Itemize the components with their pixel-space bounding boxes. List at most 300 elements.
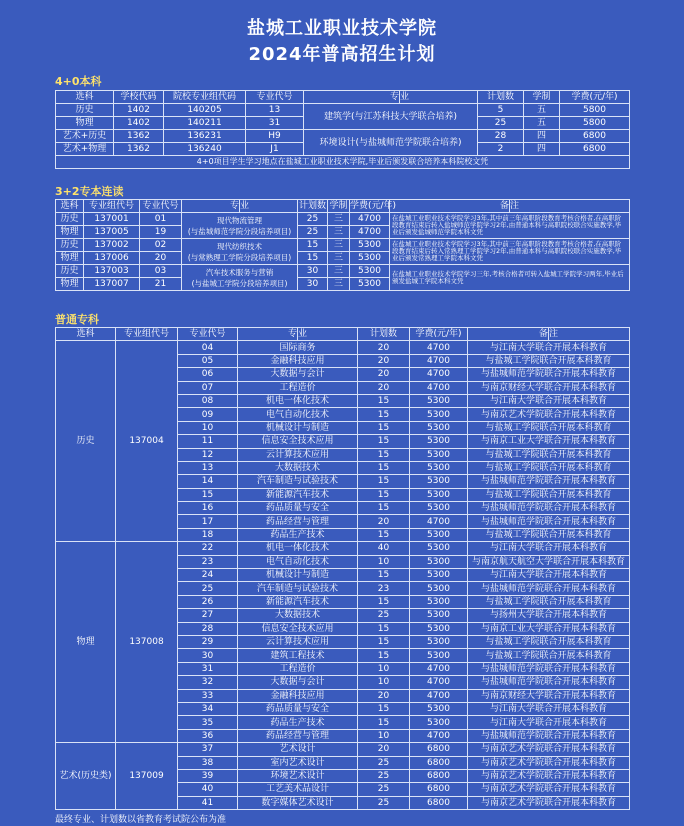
cell-code: 29 bbox=[178, 635, 238, 648]
cell-school: 1402 bbox=[114, 117, 164, 130]
cell-note: 与南京艺术学院联合开展本科教育 bbox=[468, 756, 630, 769]
cell-plan: 25 bbox=[478, 117, 524, 130]
cell-code: 32 bbox=[178, 676, 238, 689]
cell-note: 与盐城工学院联合开展本科教育 bbox=[468, 635, 630, 648]
cell-note: 与南京艺术学院联合开展本科教育 bbox=[468, 408, 630, 421]
cell-code: 07 bbox=[178, 381, 238, 394]
header-cell: 专业组代号 bbox=[116, 328, 178, 341]
cell-major: 机械设计与制造 bbox=[238, 569, 358, 582]
table-header bbox=[56, 91, 630, 104]
cell-note: 与江南大学联合开展本科教育 bbox=[468, 569, 630, 582]
table-row bbox=[56, 542, 630, 555]
cell-major: 汽车制造与试验技术 bbox=[238, 475, 358, 488]
cell-code: 10 bbox=[178, 421, 238, 434]
cell-fee: 5300 bbox=[410, 408, 468, 421]
cell-plan: 25 bbox=[298, 213, 328, 226]
cell-years: 三 bbox=[328, 213, 350, 226]
header-cell: 专 bbox=[304, 91, 400, 104]
cell-major: 室内艺术设计 bbox=[238, 756, 358, 769]
cell-subject: 艺术+历史 bbox=[56, 130, 114, 143]
cell-major: 机电一体化技术 bbox=[238, 394, 358, 407]
cell-note: 与盐城工学院联合开展本科教育 bbox=[468, 595, 630, 608]
cell-code: 30 bbox=[178, 649, 238, 662]
header-cell: 计划数 bbox=[478, 91, 524, 104]
cell-note: 与南京财经大学联合开展本科教育 bbox=[468, 381, 630, 394]
table-row bbox=[56, 104, 630, 117]
cell-code: 20 bbox=[140, 252, 182, 265]
section-heading-4plus0: 4+0本科 bbox=[55, 75, 102, 88]
cell-code: 21 bbox=[140, 278, 182, 291]
cell-code: 18 bbox=[178, 528, 238, 541]
cell-fee: 5300 bbox=[410, 635, 468, 648]
cell-note: 与江南大学联合开展本科教育 bbox=[468, 702, 630, 715]
major-name: 现代纺织技术 bbox=[217, 241, 262, 251]
cell-code: 04 bbox=[178, 341, 238, 354]
cell-plan: 15 bbox=[358, 408, 410, 421]
header-cell: 选科 bbox=[56, 200, 84, 213]
cell-code: 31 bbox=[178, 662, 238, 675]
cell-fee: 5300 bbox=[410, 448, 468, 461]
major-name: 现代物流管理 bbox=[217, 215, 262, 225]
cell-fee: 6800 bbox=[410, 796, 468, 809]
cell-plan: 5 bbox=[478, 104, 524, 117]
cell-major: 电气自动化技术 bbox=[238, 555, 358, 568]
cell-subject: 物理 bbox=[56, 117, 114, 130]
cell-group: 140211 bbox=[164, 117, 246, 130]
cell-plan: 25 bbox=[358, 769, 410, 782]
cell-group: 137003 bbox=[84, 265, 140, 278]
cell-code: 23 bbox=[178, 555, 238, 568]
cell-note: 与扬州大学联合开展本科教育 bbox=[468, 609, 630, 622]
cell-major: 云计算技术应用 bbox=[238, 448, 358, 461]
cell-code: 39 bbox=[178, 769, 238, 782]
cell-plan: 20 bbox=[358, 354, 410, 367]
cell-code: 26 bbox=[178, 595, 238, 608]
table-row bbox=[56, 743, 630, 756]
cell-group: 137001 bbox=[84, 213, 140, 226]
cell-plan: 15 bbox=[358, 569, 410, 582]
cell-plan: 23 bbox=[358, 582, 410, 595]
cell-note: 与南京财经大学联合开展本科教育 bbox=[468, 689, 630, 702]
cell-fee: 5300 bbox=[410, 421, 468, 434]
cell-plan: 10 bbox=[358, 662, 410, 675]
cell-group: 137008 bbox=[116, 542, 178, 743]
table-row bbox=[56, 130, 630, 143]
cell-note: 与盐城工学院联合开展本科教育 bbox=[468, 354, 630, 367]
header-cell: 专 bbox=[182, 200, 240, 213]
cell-fee: 5800 bbox=[560, 117, 630, 130]
cell-major bbox=[182, 265, 298, 291]
cell-note: 与盐城师范学院联合开展本科教育 bbox=[468, 368, 630, 381]
cell-plan: 15 bbox=[358, 528, 410, 541]
cell-plan: 20 bbox=[358, 689, 410, 702]
cell-school: 1362 bbox=[114, 143, 164, 156]
cell-major: 大数据技术 bbox=[238, 609, 358, 622]
table-header bbox=[56, 328, 630, 341]
cell-plan: 20 bbox=[358, 368, 410, 381]
cell-major: 药品生产技术 bbox=[238, 716, 358, 729]
header-cell: 业 bbox=[400, 91, 478, 104]
cell-plan: 28 bbox=[478, 130, 524, 143]
cell-fee: 5300 bbox=[350, 239, 390, 252]
cell-plan: 25 bbox=[358, 796, 410, 809]
cell-fee: 4700 bbox=[410, 729, 468, 742]
cell-remark: 在盐城工业职业技术学院学习3年,其中前三年高职阶段教育考核合格者,在高职阶段教育结束后转入常熟理工学院学习2年,由普通本科与高职院校联合实施教学,毕业后颁发常熟理工学院本科文凭 bbox=[390, 239, 630, 265]
cell-group: 137009 bbox=[116, 743, 178, 810]
cell-code: 19 bbox=[140, 226, 182, 239]
cell-subject: 艺术(历史类) bbox=[56, 743, 116, 810]
cell-fee: 5300 bbox=[410, 649, 468, 662]
cell-fee: 6800 bbox=[410, 783, 468, 796]
cell-note: 与南京艺术学院联合开展本科教育 bbox=[468, 769, 630, 782]
cell-fee: 5300 bbox=[350, 252, 390, 265]
cell-plan: 15 bbox=[358, 595, 410, 608]
cell-code: 33 bbox=[178, 689, 238, 702]
cell-plan: 15 bbox=[358, 502, 410, 515]
cell-plan: 15 bbox=[358, 488, 410, 501]
cell-fee: 4700 bbox=[410, 676, 468, 689]
cell-fee: 5300 bbox=[410, 488, 468, 501]
header-cell: 备 bbox=[468, 328, 549, 341]
cell-fee: 5300 bbox=[410, 475, 468, 488]
table-vocational bbox=[55, 327, 630, 810]
cell-code: 13 bbox=[178, 461, 238, 474]
cell-plan: 15 bbox=[358, 622, 410, 635]
cell-years: 五 bbox=[524, 104, 560, 117]
cell-major: 金融科技应用 bbox=[238, 689, 358, 702]
cell-fee: 5300 bbox=[410, 622, 468, 635]
cell-code: 11 bbox=[178, 435, 238, 448]
cell-fee: 6800 bbox=[410, 756, 468, 769]
table-row bbox=[56, 341, 630, 354]
cell-code: 06 bbox=[178, 368, 238, 381]
cell-plan: 20 bbox=[358, 381, 410, 394]
cell-years: 三 bbox=[328, 278, 350, 291]
major-sub: (与盐城工学院分段培养项目) bbox=[191, 278, 288, 288]
page-title: 盐城工业职业技术学院 bbox=[247, 18, 437, 39]
cell-major: 数字媒体艺术设计 bbox=[238, 796, 358, 809]
cell-group: 136231 bbox=[164, 130, 246, 143]
header-cell: 专 bbox=[238, 328, 298, 341]
cell-subject: 物理 bbox=[56, 226, 84, 239]
cell-plan: 10 bbox=[358, 676, 410, 689]
cell-fee: 5300 bbox=[410, 435, 468, 448]
cell-plan: 2 bbox=[478, 143, 524, 156]
cell-subject: 历史 bbox=[56, 265, 84, 278]
cell-group: 137007 bbox=[84, 278, 140, 291]
header-cell: 计划数 bbox=[358, 328, 410, 341]
cell-code: 15 bbox=[178, 488, 238, 501]
header-cell: 选科 bbox=[56, 328, 116, 341]
cell-plan: 40 bbox=[358, 542, 410, 555]
cell-years: 三 bbox=[328, 265, 350, 278]
cell-fee: 6800 bbox=[560, 143, 630, 156]
cell-major: 大数据与会计 bbox=[238, 676, 358, 689]
page-subtitle: 2024年普高招生计划 bbox=[248, 44, 436, 65]
table-4plus0 bbox=[55, 90, 630, 169]
cell-fee: 5300 bbox=[410, 609, 468, 622]
cell-major: 电气自动化技术 bbox=[238, 408, 358, 421]
cell-subject: 物理 bbox=[56, 278, 84, 291]
cell-plan: 25 bbox=[298, 226, 328, 239]
header-cell: 专业代号 bbox=[246, 91, 304, 104]
cell-major: 工艺美术品设计 bbox=[238, 783, 358, 796]
cell-code: 03 bbox=[140, 265, 182, 278]
cell-subject: 艺术+物理 bbox=[56, 143, 114, 156]
cell-code: 08 bbox=[178, 394, 238, 407]
cell-years: 四 bbox=[524, 143, 560, 156]
cell-plan: 25 bbox=[358, 783, 410, 796]
header-cell: 业 bbox=[298, 328, 358, 341]
cell-major: 药品生产技术 bbox=[238, 528, 358, 541]
cell-note: 与江南大学联合开展本科教育 bbox=[468, 716, 630, 729]
cell-major: 新能源汽车技术 bbox=[238, 488, 358, 501]
section-heading-vocational: 普通专科 bbox=[55, 313, 99, 326]
cell-years: 三 bbox=[328, 239, 350, 252]
cell-plan: 15 bbox=[358, 448, 410, 461]
cell-fee: 4700 bbox=[410, 341, 468, 354]
cell-group: 137005 bbox=[84, 226, 140, 239]
cell-major: 工程造价 bbox=[238, 381, 358, 394]
cell-note: 与盐城师范学院联合开展本科教育 bbox=[468, 515, 630, 528]
table-row bbox=[56, 265, 630, 278]
cell-remark: 在盐城工业职业技术学院学习3年,其中前三年高职阶段教育考核合格者,在高职阶段教育结束后转入盐城师范学院学习2年,由普通本科与高职院校联合实施教学,毕业后颁发盐城师范学院本科文凭 bbox=[390, 213, 630, 239]
section-heading-3plus2: 3+2专本连读 bbox=[55, 185, 124, 198]
cell-major: 药品质量与安全 bbox=[238, 702, 358, 715]
cell-fee: 5300 bbox=[350, 265, 390, 278]
cell-plan: 15 bbox=[358, 716, 410, 729]
cell-code: 01 bbox=[140, 213, 182, 226]
cell-note: 与南京航天航空大学联合开展本科教育 bbox=[468, 555, 630, 568]
cell-fee: 5300 bbox=[410, 555, 468, 568]
header-cell: 学费(元/年) bbox=[410, 328, 468, 341]
cell-fee: 5800 bbox=[560, 104, 630, 117]
cell-fee: 5300 bbox=[350, 278, 390, 291]
table-row bbox=[56, 213, 630, 226]
header-cell: 注 bbox=[510, 200, 630, 213]
cell-note: 与盐城工学院联合开展本科教育 bbox=[468, 488, 630, 501]
cell-code: 34 bbox=[178, 702, 238, 715]
cell-note: 与盐城师范学院联合开展本科教育 bbox=[468, 729, 630, 742]
cell-code: 27 bbox=[178, 609, 238, 622]
cell-code: 28 bbox=[178, 622, 238, 635]
cell-major: 建筑工程技术 bbox=[238, 649, 358, 662]
cell-code: 02 bbox=[140, 239, 182, 252]
cell-major: 信息安全技术应用 bbox=[238, 435, 358, 448]
cell-school: 1362 bbox=[114, 130, 164, 143]
cell-subject: 物理 bbox=[56, 542, 116, 743]
cell-major: 艺术设计 bbox=[238, 743, 358, 756]
cell-major: 大数据与会计 bbox=[238, 368, 358, 381]
cell-major bbox=[182, 239, 298, 265]
cell-fee: 6800 bbox=[560, 130, 630, 143]
cell-group: 137004 bbox=[116, 341, 178, 542]
cell-years: 五 bbox=[524, 117, 560, 130]
cell-years: 四 bbox=[524, 130, 560, 143]
cell-group: 140205 bbox=[164, 104, 246, 117]
cell-major: 环境设计(与盐城师范学院联合培养) bbox=[304, 130, 478, 156]
cell-note: 与江南大学联合开展本科教育 bbox=[468, 341, 630, 354]
cell-code: 16 bbox=[178, 502, 238, 515]
cell-plan: 20 bbox=[358, 743, 410, 756]
cell-note: 与南京艺术学院联合开展本科教育 bbox=[468, 743, 630, 756]
cell-major: 汽车制造与试验技术 bbox=[238, 582, 358, 595]
cell-code: 09 bbox=[178, 408, 238, 421]
cell-code: 31 bbox=[246, 117, 304, 130]
cell-major: 药品经营与管理 bbox=[238, 729, 358, 742]
header-cell: 业 bbox=[240, 200, 298, 213]
header-cell: 学校代码 bbox=[114, 91, 164, 104]
cell-fee: 5300 bbox=[410, 461, 468, 474]
cell-code: 24 bbox=[178, 569, 238, 582]
cell-note: 与盐城师范学院联合开展本科教育 bbox=[468, 662, 630, 675]
table-3plus2 bbox=[55, 199, 630, 291]
table-note-row bbox=[56, 156, 630, 169]
cell-major: 工程造价 bbox=[238, 662, 358, 675]
cell-note: 与南京工业大学联合开展本科教育 bbox=[468, 435, 630, 448]
cell-plan: 15 bbox=[358, 635, 410, 648]
header-cell: 院校专业组代码 bbox=[164, 91, 246, 104]
cell-plan: 15 bbox=[358, 435, 410, 448]
cell-code: 12 bbox=[178, 448, 238, 461]
cell-fee: 5300 bbox=[410, 502, 468, 515]
cell-plan: 30 bbox=[298, 265, 328, 278]
cell-fee: 4700 bbox=[410, 368, 468, 381]
cell-group: 137006 bbox=[84, 252, 140, 265]
table-header bbox=[56, 200, 630, 213]
cell-major: 药品经营与管理 bbox=[238, 515, 358, 528]
cell-plan: 30 bbox=[298, 278, 328, 291]
cell-group: 137002 bbox=[84, 239, 140, 252]
cell-fee: 5300 bbox=[410, 702, 468, 715]
cell-major: 国际商务 bbox=[238, 341, 358, 354]
cell-code: 40 bbox=[178, 783, 238, 796]
cell-plan: 25 bbox=[358, 609, 410, 622]
cell-years: 三 bbox=[328, 226, 350, 239]
cell-plan: 15 bbox=[298, 252, 328, 265]
cell-fee: 6800 bbox=[410, 743, 468, 756]
cell-fee: 4700 bbox=[350, 213, 390, 226]
cell-code: H9 bbox=[246, 130, 304, 143]
cell-fee: 4700 bbox=[410, 354, 468, 367]
cell-major: 大数据技术 bbox=[238, 461, 358, 474]
cell-code: 35 bbox=[178, 716, 238, 729]
cell-note: 与盐城师范学院联合开展本科教育 bbox=[468, 582, 630, 595]
cell-major bbox=[182, 213, 298, 239]
cell-fee: 4700 bbox=[410, 381, 468, 394]
header-cell: 学费(元/年) bbox=[350, 201, 397, 211]
header-cell: 专业代号 bbox=[178, 328, 238, 341]
cell-major: 机电一体化技术 bbox=[238, 542, 358, 555]
cell-code: 14 bbox=[178, 475, 238, 488]
cell-plan: 15 bbox=[358, 702, 410, 715]
cell-note: 与盐城师范学院联合开展本科教育 bbox=[468, 475, 630, 488]
cell-note: 与盐城工学院联合开展本科教育 bbox=[468, 649, 630, 662]
cell-plan: 15 bbox=[358, 394, 410, 407]
cell-note: 与江南大学联合开展本科教育 bbox=[468, 394, 630, 407]
cell-major: 药品质量与安全 bbox=[238, 502, 358, 515]
cell-code: J1 bbox=[246, 143, 304, 156]
cell-code: 38 bbox=[178, 756, 238, 769]
cell-major: 环境艺术设计 bbox=[238, 769, 358, 782]
cell-subject: 历史 bbox=[56, 104, 114, 117]
cell-note: 与盐城师范学院联合开展本科教育 bbox=[468, 676, 630, 689]
header-cell: 备 bbox=[390, 200, 510, 213]
cell-subject: 历史 bbox=[56, 213, 84, 226]
cell-fee: 5300 bbox=[410, 394, 468, 407]
header-cell: 学费(元/年) bbox=[560, 91, 630, 104]
cell-plan: 15 bbox=[358, 475, 410, 488]
cell-major: 建筑学(与江苏科技大学联合培养) bbox=[304, 104, 478, 130]
cell-note: 与盐城工学院联合开展本科教育 bbox=[468, 448, 630, 461]
cell-subject: 物理 bbox=[56, 252, 84, 265]
cell-fee: 5300 bbox=[410, 569, 468, 582]
cell-code: 37 bbox=[178, 743, 238, 756]
cell-note: 与南京工业大学联合开展本科教育 bbox=[468, 622, 630, 635]
major-sub: (与盐城师范学院分段培养项目) bbox=[187, 226, 292, 236]
header-cell: 选科 bbox=[56, 91, 114, 104]
header-cell: 学制 bbox=[329, 201, 348, 211]
note-4plus0: 4+0项目学生学习地点在盐城工业职业技术学院,毕业后颁发联合培养本科院校文凭 bbox=[56, 156, 630, 169]
cell-code: 41 bbox=[178, 796, 238, 809]
cell-plan: 15 bbox=[358, 421, 410, 434]
major-name: 汽车技术服务与营销 bbox=[205, 267, 274, 277]
header-cell: 学制 bbox=[524, 91, 560, 104]
cell-major: 云计算技术应用 bbox=[238, 635, 358, 648]
cell-fee: 6800 bbox=[410, 769, 468, 782]
header-cell: 计划数 bbox=[298, 201, 326, 211]
cell-plan: 15 bbox=[358, 649, 410, 662]
table-body bbox=[56, 341, 630, 810]
cell-fee: 5300 bbox=[410, 582, 468, 595]
header-cell: 注 bbox=[549, 328, 630, 341]
cell-group: 136240 bbox=[164, 143, 246, 156]
cell-note: 与盐城工学院联合开展本科教育 bbox=[468, 528, 630, 541]
cell-plan: 10 bbox=[358, 555, 410, 568]
header-cell: 专业代号 bbox=[140, 200, 182, 213]
cell-plan: 10 bbox=[358, 729, 410, 742]
table-row bbox=[56, 239, 630, 252]
cell-fee: 5300 bbox=[410, 542, 468, 555]
cell-fee: 4700 bbox=[410, 689, 468, 702]
cell-note: 与盐城工学院联合开展本科教育 bbox=[468, 461, 630, 474]
cell-note: 与江南大学联合开展本科教育 bbox=[468, 542, 630, 555]
cell-fee: 5300 bbox=[410, 528, 468, 541]
cell-subject: 历史 bbox=[56, 239, 84, 252]
cell-fee: 5300 bbox=[410, 595, 468, 608]
cell-school: 1402 bbox=[114, 104, 164, 117]
cell-remark: 在盐城工业职业技术学院学习三年,考核合格者可转入盐城工学院学习两年,毕业后颁发盐城工学院本科文凭 bbox=[390, 265, 630, 291]
footer-note: 最终专业、计划数以省教育考试院公布为准 bbox=[55, 815, 227, 825]
cell-note: 与南京艺术学院联合开展本科教育 bbox=[468, 783, 630, 796]
cell-subject: 历史 bbox=[56, 341, 116, 542]
cell-code: 17 bbox=[178, 515, 238, 528]
cell-years: 三 bbox=[328, 252, 350, 265]
cell-major: 金融科技应用 bbox=[238, 354, 358, 367]
cell-note: 与盐城工学院联合开展本科教育 bbox=[468, 421, 630, 434]
cell-fee: 4700 bbox=[410, 515, 468, 528]
cell-code: 22 bbox=[178, 542, 238, 555]
cell-fee: 4700 bbox=[350, 226, 390, 239]
cell-plan: 25 bbox=[358, 756, 410, 769]
header-cell: 专业组代号 bbox=[84, 200, 140, 213]
cell-code: 13 bbox=[246, 104, 304, 117]
cell-code: 25 bbox=[178, 582, 238, 595]
cell-plan: 15 bbox=[298, 239, 328, 252]
cell-plan: 15 bbox=[358, 461, 410, 474]
cell-plan: 20 bbox=[358, 515, 410, 528]
cell-fee: 5300 bbox=[410, 716, 468, 729]
